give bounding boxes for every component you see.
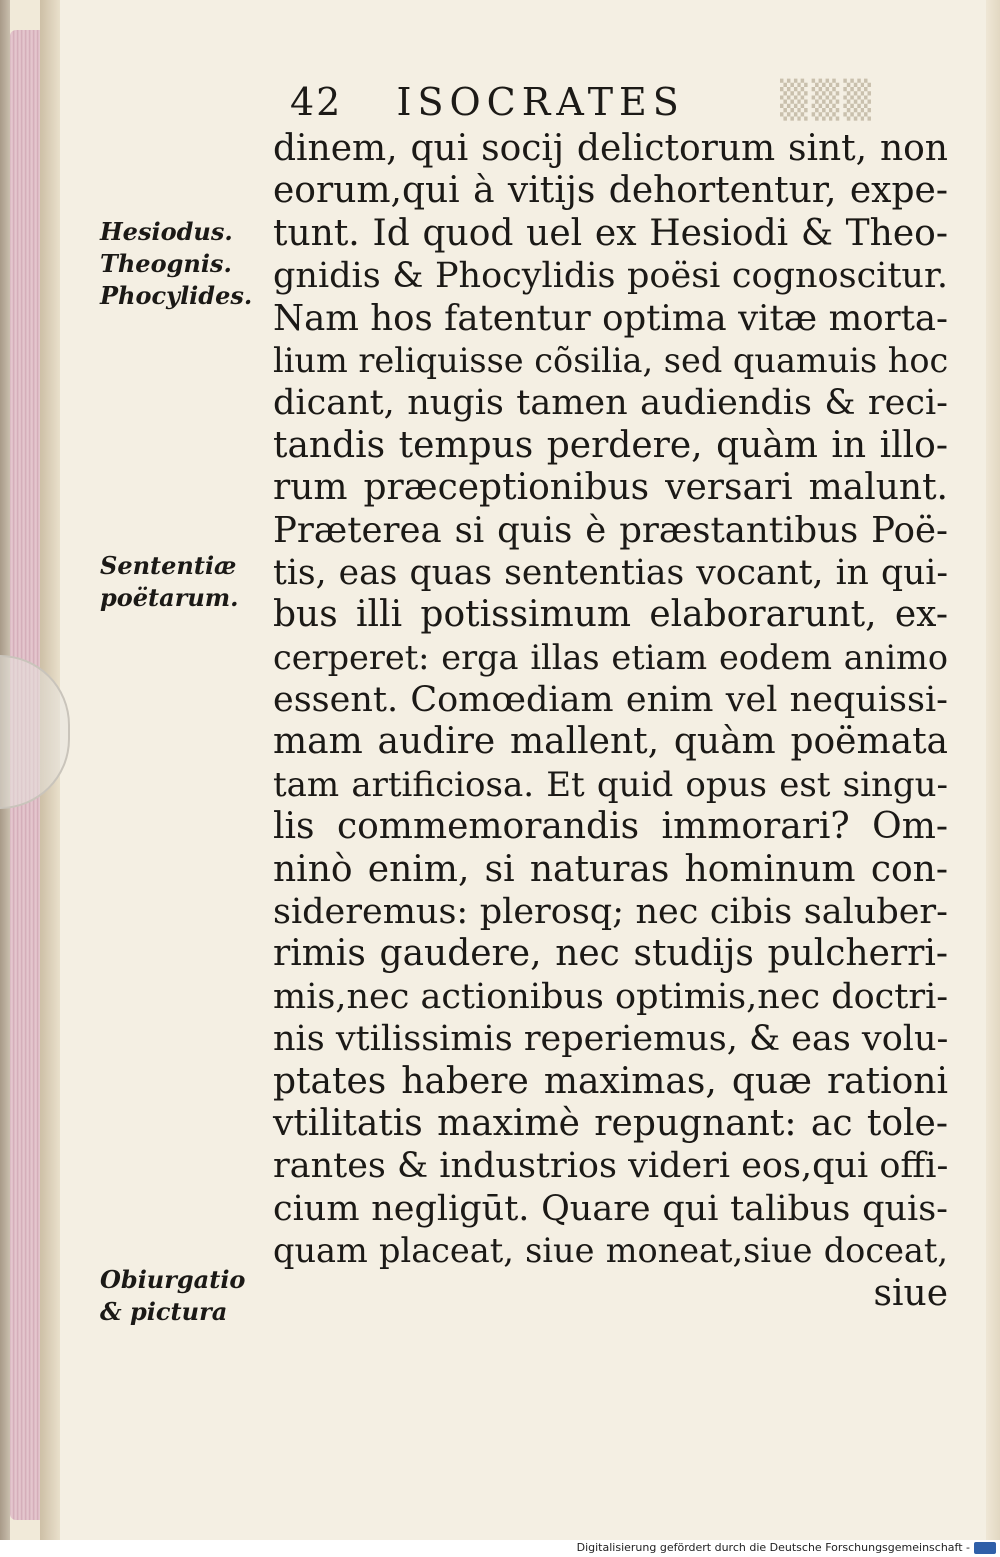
text-line: gnidis & Phocylidis poësi cognoscitur. bbox=[273, 256, 948, 297]
text-line: cerperet: erga illas etiam eodem animo bbox=[273, 637, 948, 677]
text-line: lis commemorandis immorari? Om- bbox=[273, 806, 948, 848]
marginal-line: & pictura bbox=[100, 1297, 228, 1326]
text-line: lium reliquisse cõsilia, sed quamuis hoc bbox=[273, 340, 949, 380]
dfg-logo bbox=[974, 1542, 996, 1554]
text-line: rum præceptionibus versari malunt. bbox=[273, 467, 948, 509]
text-line: tandis tempus perdere, quàm in illo- bbox=[273, 424, 948, 466]
text-line: tunt. Id quod uel ex Hesiodi & Theo- bbox=[273, 212, 948, 254]
text-line: essent. Comœdiam enim vel nequissi- bbox=[273, 680, 948, 721]
text-line: mis,nec actionibus optimis,nec doctri- bbox=[273, 976, 949, 1017]
marginal-line: Hesiodus. bbox=[100, 217, 233, 246]
right-page-edge bbox=[986, 0, 1000, 1540]
marginal-note-obiurgatio bbox=[100, 1264, 245, 1328]
text-line: Nam hos fatentur optima vitæ morta- bbox=[273, 297, 948, 339]
text-line: siue bbox=[873, 1272, 948, 1314]
text-line: vtilitatis maximè repugnant: ac tole- bbox=[273, 1102, 948, 1144]
text-line: tam artificiosa. Et quid opus est singu- bbox=[273, 764, 948, 805]
text-line: nis vtilissimis reperiemus, & eas volu- bbox=[273, 1019, 949, 1060]
text-line: bus illi potissimum elaborarunt, ex- bbox=[273, 594, 948, 636]
text-line: dinem, qui socij delictorum sint, non bbox=[273, 128, 948, 169]
text-line: cium negligūt. Quare qui talibus quis- bbox=[273, 1188, 948, 1229]
running-title: ISOCRATES bbox=[396, 80, 685, 124]
book-page bbox=[60, 0, 1000, 1540]
marginal-line: Sententiæ bbox=[100, 551, 237, 580]
text-line: rimis gaudere, nec studijs pulcherri- bbox=[273, 933, 948, 975]
body-text bbox=[273, 128, 948, 1315]
text-line: quam placeat, siue moneat,siue doceat, bbox=[273, 1231, 948, 1271]
page-number: 42 bbox=[290, 80, 343, 124]
show-through-mark: ▒▒▒ bbox=[780, 80, 876, 121]
footer-bar bbox=[0, 1540, 1000, 1557]
text-line: eorum,qui à vitijs dehortentur, expe- bbox=[273, 170, 948, 212]
text-line: tis, eas quas sententias vocant, in qui- bbox=[273, 552, 948, 593]
marginal-note-hesiodus bbox=[100, 216, 252, 312]
marginal-line: poëtarum. bbox=[100, 583, 239, 612]
text-line: sideremus: plerosq; nec cibis saluber- bbox=[273, 892, 948, 933]
funding-credit: Digitalisierung gefördert durch die Deutsche Forschungsgemeinschaft - bbox=[576, 1541, 970, 1554]
marginal-note-sententiae bbox=[100, 550, 239, 614]
text-line: rantes & industrios videri eos,qui offi- bbox=[273, 1146, 949, 1187]
text-line: Præterea si quis è præstantibus Poë- bbox=[273, 509, 948, 551]
marginal-line: Obiurgatio bbox=[100, 1265, 246, 1294]
text-line: ninò enim, si naturas hominum con- bbox=[273, 848, 948, 890]
marginal-line: Theognis. bbox=[100, 249, 232, 278]
text-line: dicant, nugis tamen audiendis & reci- bbox=[273, 383, 948, 424]
running-head bbox=[290, 80, 685, 124]
marginal-line: Phocylides. bbox=[100, 281, 253, 310]
text-line: mam audire mallent, quàm poëmata bbox=[273, 721, 948, 763]
text-line: ptates habere maximas, quæ rationi bbox=[273, 1060, 948, 1102]
